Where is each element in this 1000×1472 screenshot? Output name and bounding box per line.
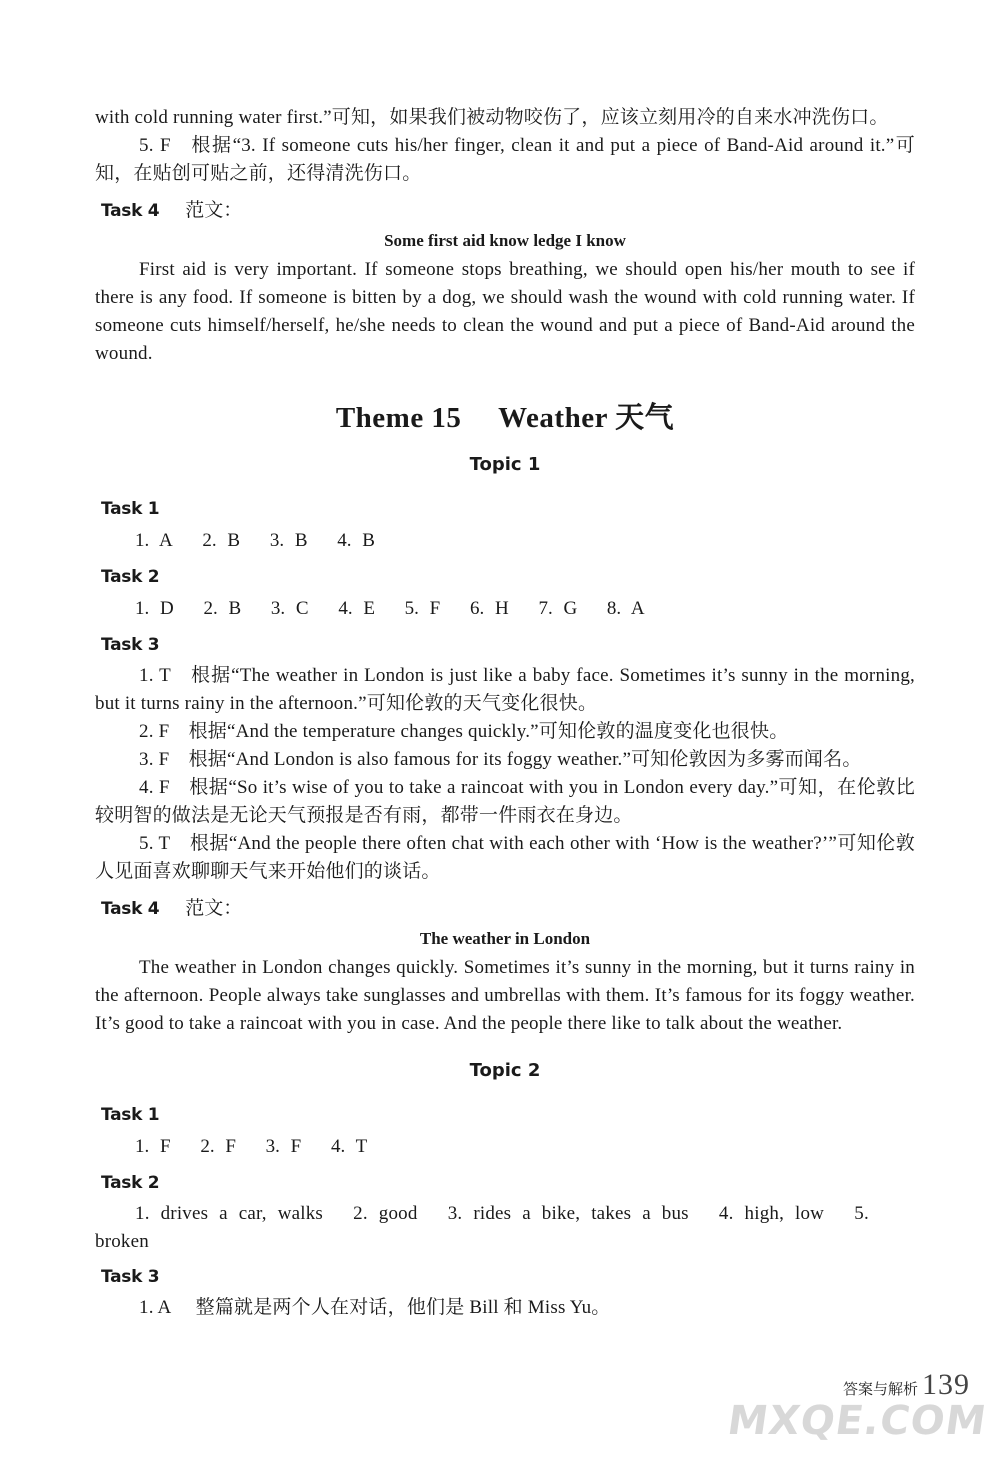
continued-answer-text: with cold running water first.”可知，如果我们被动物咬伤了，应该立刻用冷的自来水冲洗伤口。 — [95, 107, 889, 128]
topic1-task3-item-4: 4. F 根据“So it’s wise of you to take a raincoat with you in London every day.”可知，在伦敦比较明智的做法是无论天气预报是否有雨，都带一件雨衣在身边。 — [95, 777, 915, 826]
topic1-task3-item-3: 3. F 根据“And London is also famous for its foggy weather.”可知伦敦因为多雾而闻名。 — [139, 749, 862, 770]
topic2-task1-heading — [101, 1100, 915, 1130]
topic2-task2-heading — [101, 1168, 915, 1198]
sample-essay-note: 范文： — [185, 898, 243, 919]
task-label: Task 3 — [101, 635, 160, 655]
topic2-task3-heading — [101, 1262, 915, 1292]
topic2-task3-item-1: 1. A 整篇就是两个人在对话，他们是 Bill 和 Miss Yu。 — [139, 1297, 611, 1318]
topic1-task3-item-5: 5. T 根据“And the people there often chat with each other with ‘How is the weather?’”可知伦敦人见面喜欢聊聊天气来开始他们的谈话。 — [95, 833, 915, 882]
answer-item-5: 5. F 根据“3. If someone cuts his/her finger, clean it and put a piece of Band-Aid around it.”可知，在贴创可贴之前，还得清洗伤口。 — [95, 135, 915, 184]
task-label: Task 1 — [101, 499, 160, 519]
topic1-task2-answers: 1. D 2. B 3. C 4. E 5. F 6. H 7. G 8. A — [135, 598, 645, 619]
sample-essay-note: 范文： — [185, 200, 243, 221]
topic-2-title: Topic 2 — [469, 1060, 541, 1081]
task-label: Task 4 — [101, 201, 160, 221]
topic-1-title: Topic 1 — [469, 454, 541, 475]
task-label: Task 4 — [101, 899, 160, 919]
footer-section-label: 答案与解析 — [842, 1382, 918, 1398]
task-label: Task 3 — [101, 1267, 160, 1287]
topic2-task2-answers: 1. drives a car, walks 2. good 3. rides a bike, takes a bus 4. high, low 5. broken — [95, 1203, 869, 1252]
task-label: Task 2 — [101, 1173, 160, 1193]
essay-title: The weather in London — [419, 929, 591, 948]
topic1-task1-answers: 1. A 2. B 3. B 4. B — [135, 530, 375, 551]
topic2-task1-answers: 1. F 2. F 3. F 4. T — [135, 1136, 368, 1157]
theme-title: Theme 15 Weather 天气 — [335, 402, 675, 434]
topic1-task3-item-2: 2. F 根据“And the temperature changes quickly.”可知伦敦的温度变化也很快。 — [139, 721, 789, 742]
watermark: MXQE.COM — [724, 1398, 990, 1444]
essay-title: Some first aid know ledge I know — [384, 231, 626, 250]
page-content — [95, 104, 915, 1322]
topic1-task4-heading — [101, 894, 915, 924]
essay-body: First aid is very important. If someone stops breathing, we should open his/her mouth to see if there is any food. If someone is bitten by a dog, we should wash the wound with cold running water. If someone cuts himself/herself, he/she needs to clean the wound and put a piece of Band-Aid around the wound. — [95, 259, 915, 364]
topic1-task2-heading — [101, 562, 915, 592]
topic1-task1-heading — [101, 494, 915, 524]
essay-body: The weather in London changes quickly. Sometimes it’s sunny in the morning, but it turns rainy in the afternoon. People always take sunglasses and umbrellas with them. It’s famous for its foggy weather. It’s good to take a raincoat with you in case. And the people there like to talk about the weather. — [95, 957, 915, 1034]
page-footer — [843, 1368, 970, 1402]
task-label: Task 2 — [101, 567, 160, 587]
task-label: Task 1 — [101, 1105, 160, 1125]
topic1-task3-item-1: 1. T 根据“The weather in London is just like a baby face. Sometimes it’s sunny in the morning, but it turns rainy in the afternoon.”可知伦敦的天气变化很快。 — [95, 665, 915, 714]
task4-heading — [101, 196, 915, 226]
page-number: 139 — [922, 1368, 970, 1401]
topic1-task3-heading — [101, 630, 915, 660]
